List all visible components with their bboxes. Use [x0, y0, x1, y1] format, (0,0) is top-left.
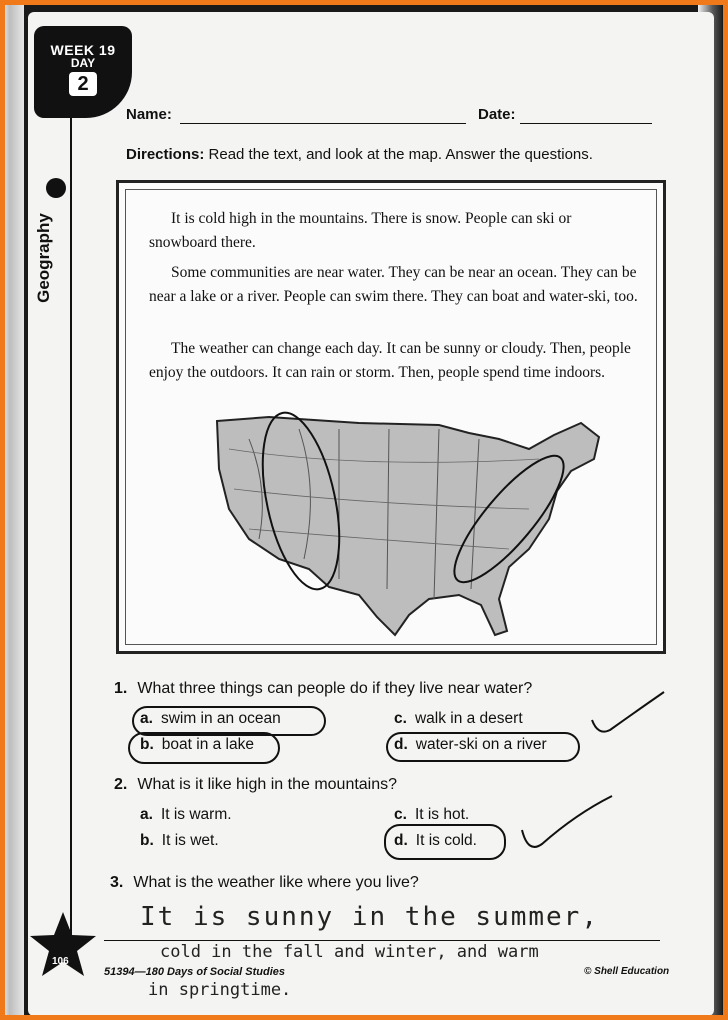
name-label: Name:: [126, 106, 172, 123]
q1-circle-d: [386, 732, 580, 762]
q2-option-a[interactable]: a. It is warm.: [140, 806, 232, 823]
day-label: DAY: [70, 56, 96, 70]
book-title: 51394—180 Days of Social Studies: [104, 966, 285, 978]
q1-option-b[interactable]: b. boat in a lake: [140, 736, 254, 753]
day-number: 2: [69, 72, 97, 96]
question-3: [110, 874, 419, 892]
q1-option-a[interactable]: a. swim in an ocean: [140, 710, 281, 727]
week-label: WEEK 19: [50, 42, 116, 58]
answer-line[interactable]: [104, 940, 660, 941]
q2-option-b[interactable]: b. It is wet.: [140, 832, 219, 849]
passage-paragraph-1: It is cold high in the mountains. There is snow. People can ski or snowboard there.: [149, 210, 572, 251]
publisher: © Shell Education: [584, 966, 670, 977]
question-1-number: 1.: [114, 680, 128, 697]
reading-passage-box: [116, 180, 666, 654]
passage-paragraph-3: The weather can change each day. It can be sunny or cloudy. Then, people enjoy the outdoors. It can rain or storm. Then, people spend time indoors.: [149, 340, 631, 381]
name-field[interactable]: [180, 123, 466, 124]
q2-checkmark-icon: [516, 790, 616, 860]
q2-option-c[interactable]: c. It is hot.: [394, 806, 470, 823]
question-2: [114, 776, 397, 794]
us-map-image: [209, 409, 609, 639]
q1-checkmark-icon: [588, 690, 668, 740]
page-number: 106: [52, 956, 69, 967]
q2-option-d[interactable]: d. It is cold.: [394, 832, 477, 849]
handwritten-answer-line-2: cold in the fall and winter, and warm: [160, 942, 539, 962]
question-2-text: What is it like high in the mountains?: [137, 776, 398, 793]
q1-option-d[interactable]: d. water-ski on a river: [394, 736, 547, 753]
page-number-star-icon: [28, 910, 98, 980]
question-3-number: 3.: [110, 874, 124, 891]
date-label: Date:: [478, 106, 516, 123]
question-1-text: What three things can people do if they live near water?: [137, 680, 533, 697]
q1-option-c[interactable]: c. walk in a desert: [394, 710, 523, 727]
handwritten-answer-line-1: It is sunny in the summer,: [140, 902, 599, 932]
directions-text: Read the text, and look at the map. Answer the questions.: [208, 146, 593, 163]
q1-circle-b: [128, 732, 280, 764]
question-3-text: What is the weather like where you live?: [133, 874, 419, 891]
q2-circle-d: [384, 824, 506, 860]
directions: [126, 146, 593, 163]
question-2-number: 2.: [114, 776, 128, 793]
passage-paragraph-2: Some communities are near water. They can be near an ocean. They can be near a lake or a river. People can swim there. They can boat and water-ski, too.: [149, 264, 638, 305]
date-field[interactable]: [520, 123, 652, 124]
week-day-badge: [34, 26, 132, 118]
handwritten-answer-line-3: in springtime.: [148, 980, 292, 1000]
question-1: [114, 680, 532, 698]
subject-label: Geography: [34, 213, 53, 303]
margin-rule: [70, 60, 72, 960]
directions-label: Directions:: [126, 146, 205, 163]
